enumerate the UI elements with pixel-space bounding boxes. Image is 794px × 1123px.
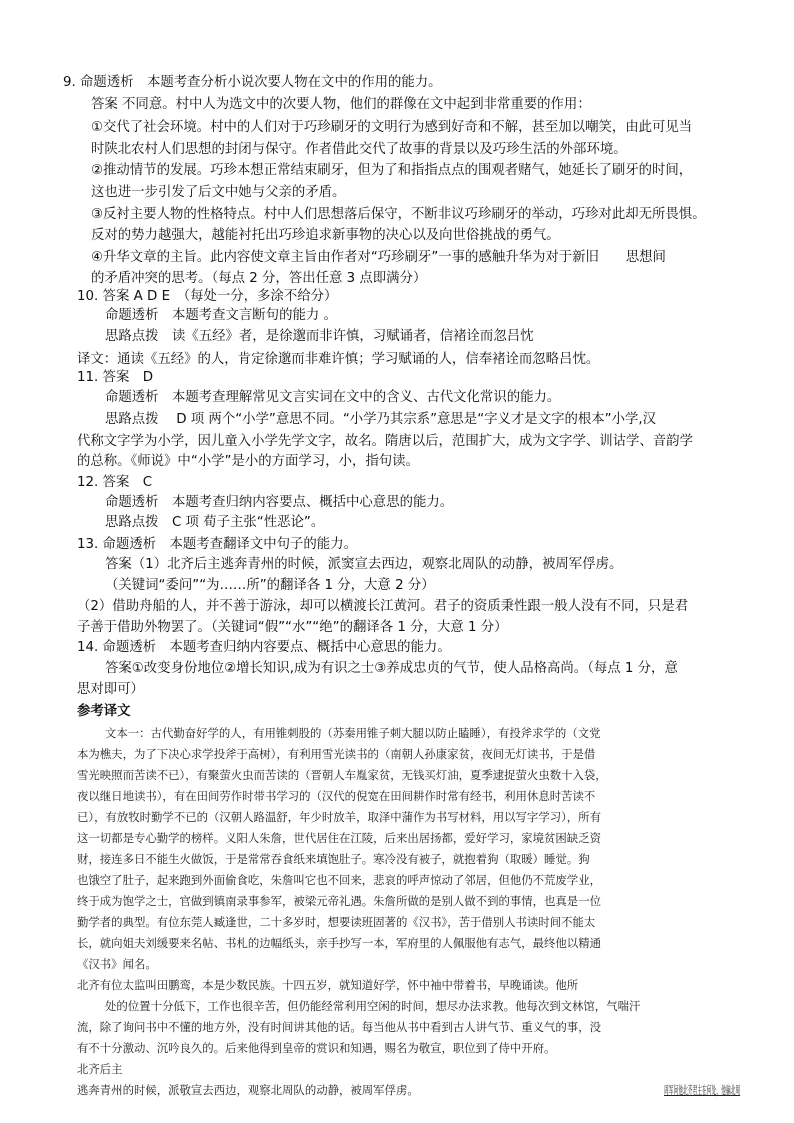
text-line: 13. 命题透析 本题考查翻译文中句子的能力。 [77,537,357,552]
text-line: 10. 答案 A D E （每处一分，多涂不给分） [77,289,338,304]
text-line: 流，除了询问书中不懂的地方外，没有时间讲其他的话。每当他从书中看到古人讲气节、重义气的事，没 [77,1020,601,1034]
text-line: 财，接连多日不能生火做饭，于是常常吞食纸来填饱肚子。寒冷没有被子，就抱着狗（取暖）睡觉。狗 [77,852,590,866]
text-line: （2）借助舟船的人，并不善于游泳，却可以横渡长江黄河。君子的资质秉性跟一般人没有不同，只是君 [77,599,689,614]
text-line: 勤学者的典型。有位东莞人臧逢世，二十多岁时，想要读班固著的《汉书》，苦于借别人书读时间不能太 [77,915,596,929]
text-line: 本为樵夫，为了下决心求学投斧于高树），有利用雪光读书的（南朝人孙康家贫，夜间无灯读书，于是借 [77,747,596,761]
text-line: 9. 命题透析 本题考查分析小说次要人物在文中的作用的能力。 [63,75,442,90]
text-line: 处的位置十分低下，工作也很辛苦，但仍能经常利用空闲的时间，想尽办法求教。他每次到文林馆，气喘汗 [105,999,641,1013]
text-line: 思路点拨 D 项 两个“小学”意思不同。“小学乃其宗系”意思是“字义才是文字的根本”小学,汉 [105,412,657,427]
text-line: 有不十分激动、沉吟良久的。后来他得到皇帝的赏识和知遇，赐名为敬宣，职位到了侍中开府。 [77,1041,556,1055]
text-line: 这一切都是专心勤学的榜样。义阳人朱詹，世代居住在江陵，后来出居扬都，爱好学习，家境贫困缺乏资 [77,831,601,845]
text-line: 14. 命题透析 本题考查归纳内容要点、概括中心意思的能力。 [77,640,451,655]
text-line: 代称文字学为小学，因儿童入小学先学文字，故名。隋唐以后，范围扩大，成为文字学、训诂学、音韵学 [77,434,693,449]
text-line: 夜以继日地读书），有在田间劳作时带书学习的（汉代的倪宽在田间耕作时常有经书，利用休息时苦读不 [77,789,596,803]
text-line: 文本一：古代勤奋好学的人，有用锥刺股的（苏秦用锥子刺大腿以防止瞌睡），有投斧求学的（文党 [105,726,601,740]
text-line: 也饿空了肚子，起来跑到外面偷食吃，朱詹叫它也不回来，悲哀的呼声惊动了邻居，但他仍不荒废学业， [77,873,601,887]
text-line: 时陕北农村人们思想的封闭与保守。作者借此交代了故事的背景以及巧珍生活的外部环境。 [91,142,627,157]
text-line: 译文：通读《五经》的人，肯定徐邈而非难许慎；学习赋诵的人，信奉褚诠而忽略吕忱。 [77,352,600,367]
text-line: 这也进一步引发了后文中她与父亲的矛盾。 [91,185,346,200]
text-line: 子善于借助外物罢了。（关键词“假”“水”“绝”的翻译各 1 分，大意 1 分） [77,620,508,635]
text-line: 已），有放牧时勤学不已的（汉朝人路温舒，年少时放羊，取泽中蒲作为书写材料，用以写字学习），所有 [77,810,601,824]
text-line: 答案①改变身份地位②增长知识,成为有识之士③养成忠贞的气节，使人品格高尚。（每点 1 分，意 [105,661,678,676]
section-heading: 参考译文 [77,704,131,719]
text-line: 逃奔青州的时候，派敬宣去西边，观察北周队的动静，被周军俘虏。 [77,1083,419,1097]
text-line: 命题透析 本题考查归纳内容要点、概括中心意思的能力。 [105,495,454,510]
text-line: 答案 不同意。村中人为选文中的次要人物，他们的群像在文中起到非常重要的作用： [91,97,591,112]
underlined-sentence: 周军问他北齐君主在何处，他骗北周 [664,1083,741,1097]
text-line: （关键词“委问”“为……所”的翻译各 1 分，大意 2 分） [105,578,435,593]
text-line: ①交代了社会环境。村中的人们对于巧珍刷牙的文明行为感到好奇和不解，甚至加以嘲笑，由此可见当 [91,120,693,135]
text-line: ②推动情节的发展。巧珍本想正常结束刷牙，但为了和指指点点的围观者赌气，她延长了刷牙的时间， [91,163,693,178]
text-line: 12. 答案 C [77,475,153,490]
text-line: 长，就向姐夫刘缓要来名帖、书札的边幅纸头，亲手抄写一本，军府里的人佩服他有志气，最终他以精通 [77,936,601,950]
text-line: 思路点拨 C 项 荀子主张“性恶论”。 [105,515,325,530]
text-line: 终于成为饱学之士，官做到镇南录事参军，被梁元帝礼遇。朱詹所做的是别人做不到的事情，也真是一位 [77,894,601,908]
text-line: 思路点拨 读《五经》者，是徐邈而非许慎，习赋诵者，信褚诠而忽吕忱 [105,329,534,344]
text-line: 答案（1）北齐后主逃奔青州的时候，派窦宣去西边，观察北周队的动静，被周军俘虏。 [105,557,623,572]
text-line: 命题透析 本题考查文言断句的能力 。 [105,308,337,323]
text-line: 思对即可） [77,682,144,697]
text-line: 11. 答案 D [77,370,154,385]
text-line: 北齐有位太监叫田鹏鸾，本是少数民族。十四五岁，就知道好学，怀中袖中带着书，早晚诵读。他所 [77,978,579,992]
text-line: 的矛盾冲突的思考。（每点 2 分，答出任意 3 点即满分） [91,271,427,286]
text-line: 雪光映照而苦读不已），有聚萤火虫而苦读的（晋朝人车胤家贫，无钱买灯油，夏季逮捉萤火虫数十入袋， [77,768,607,782]
text-line: 命题透析 本题考查理解常见文言实词在文中的含义、古代文化常识的能力。 [105,390,561,405]
text-line: ③反衬主要人物的性格特点。村中人们思想落后保守，不断非议巧珍刷牙的举动，巧珍对此却无所畏惧。 [91,207,706,222]
text-line: 《汉书》闻名。 [77,957,157,971]
text-line: 北齐后主 [77,1062,123,1076]
text-line: 反对的势力越强大，越能衬托出巧珍追求新事物的决心以及向世俗挑战的勇气。 [91,228,560,243]
text-line: ④升华文章的主旨。此内容使文章主旨由作者对“巧珍刷牙”一事的感触升华为对于新旧 思想间 [91,250,666,265]
text-line: 的总称。《师说》中“小学”是小的方面学习，小，指句读。 [77,454,419,469]
